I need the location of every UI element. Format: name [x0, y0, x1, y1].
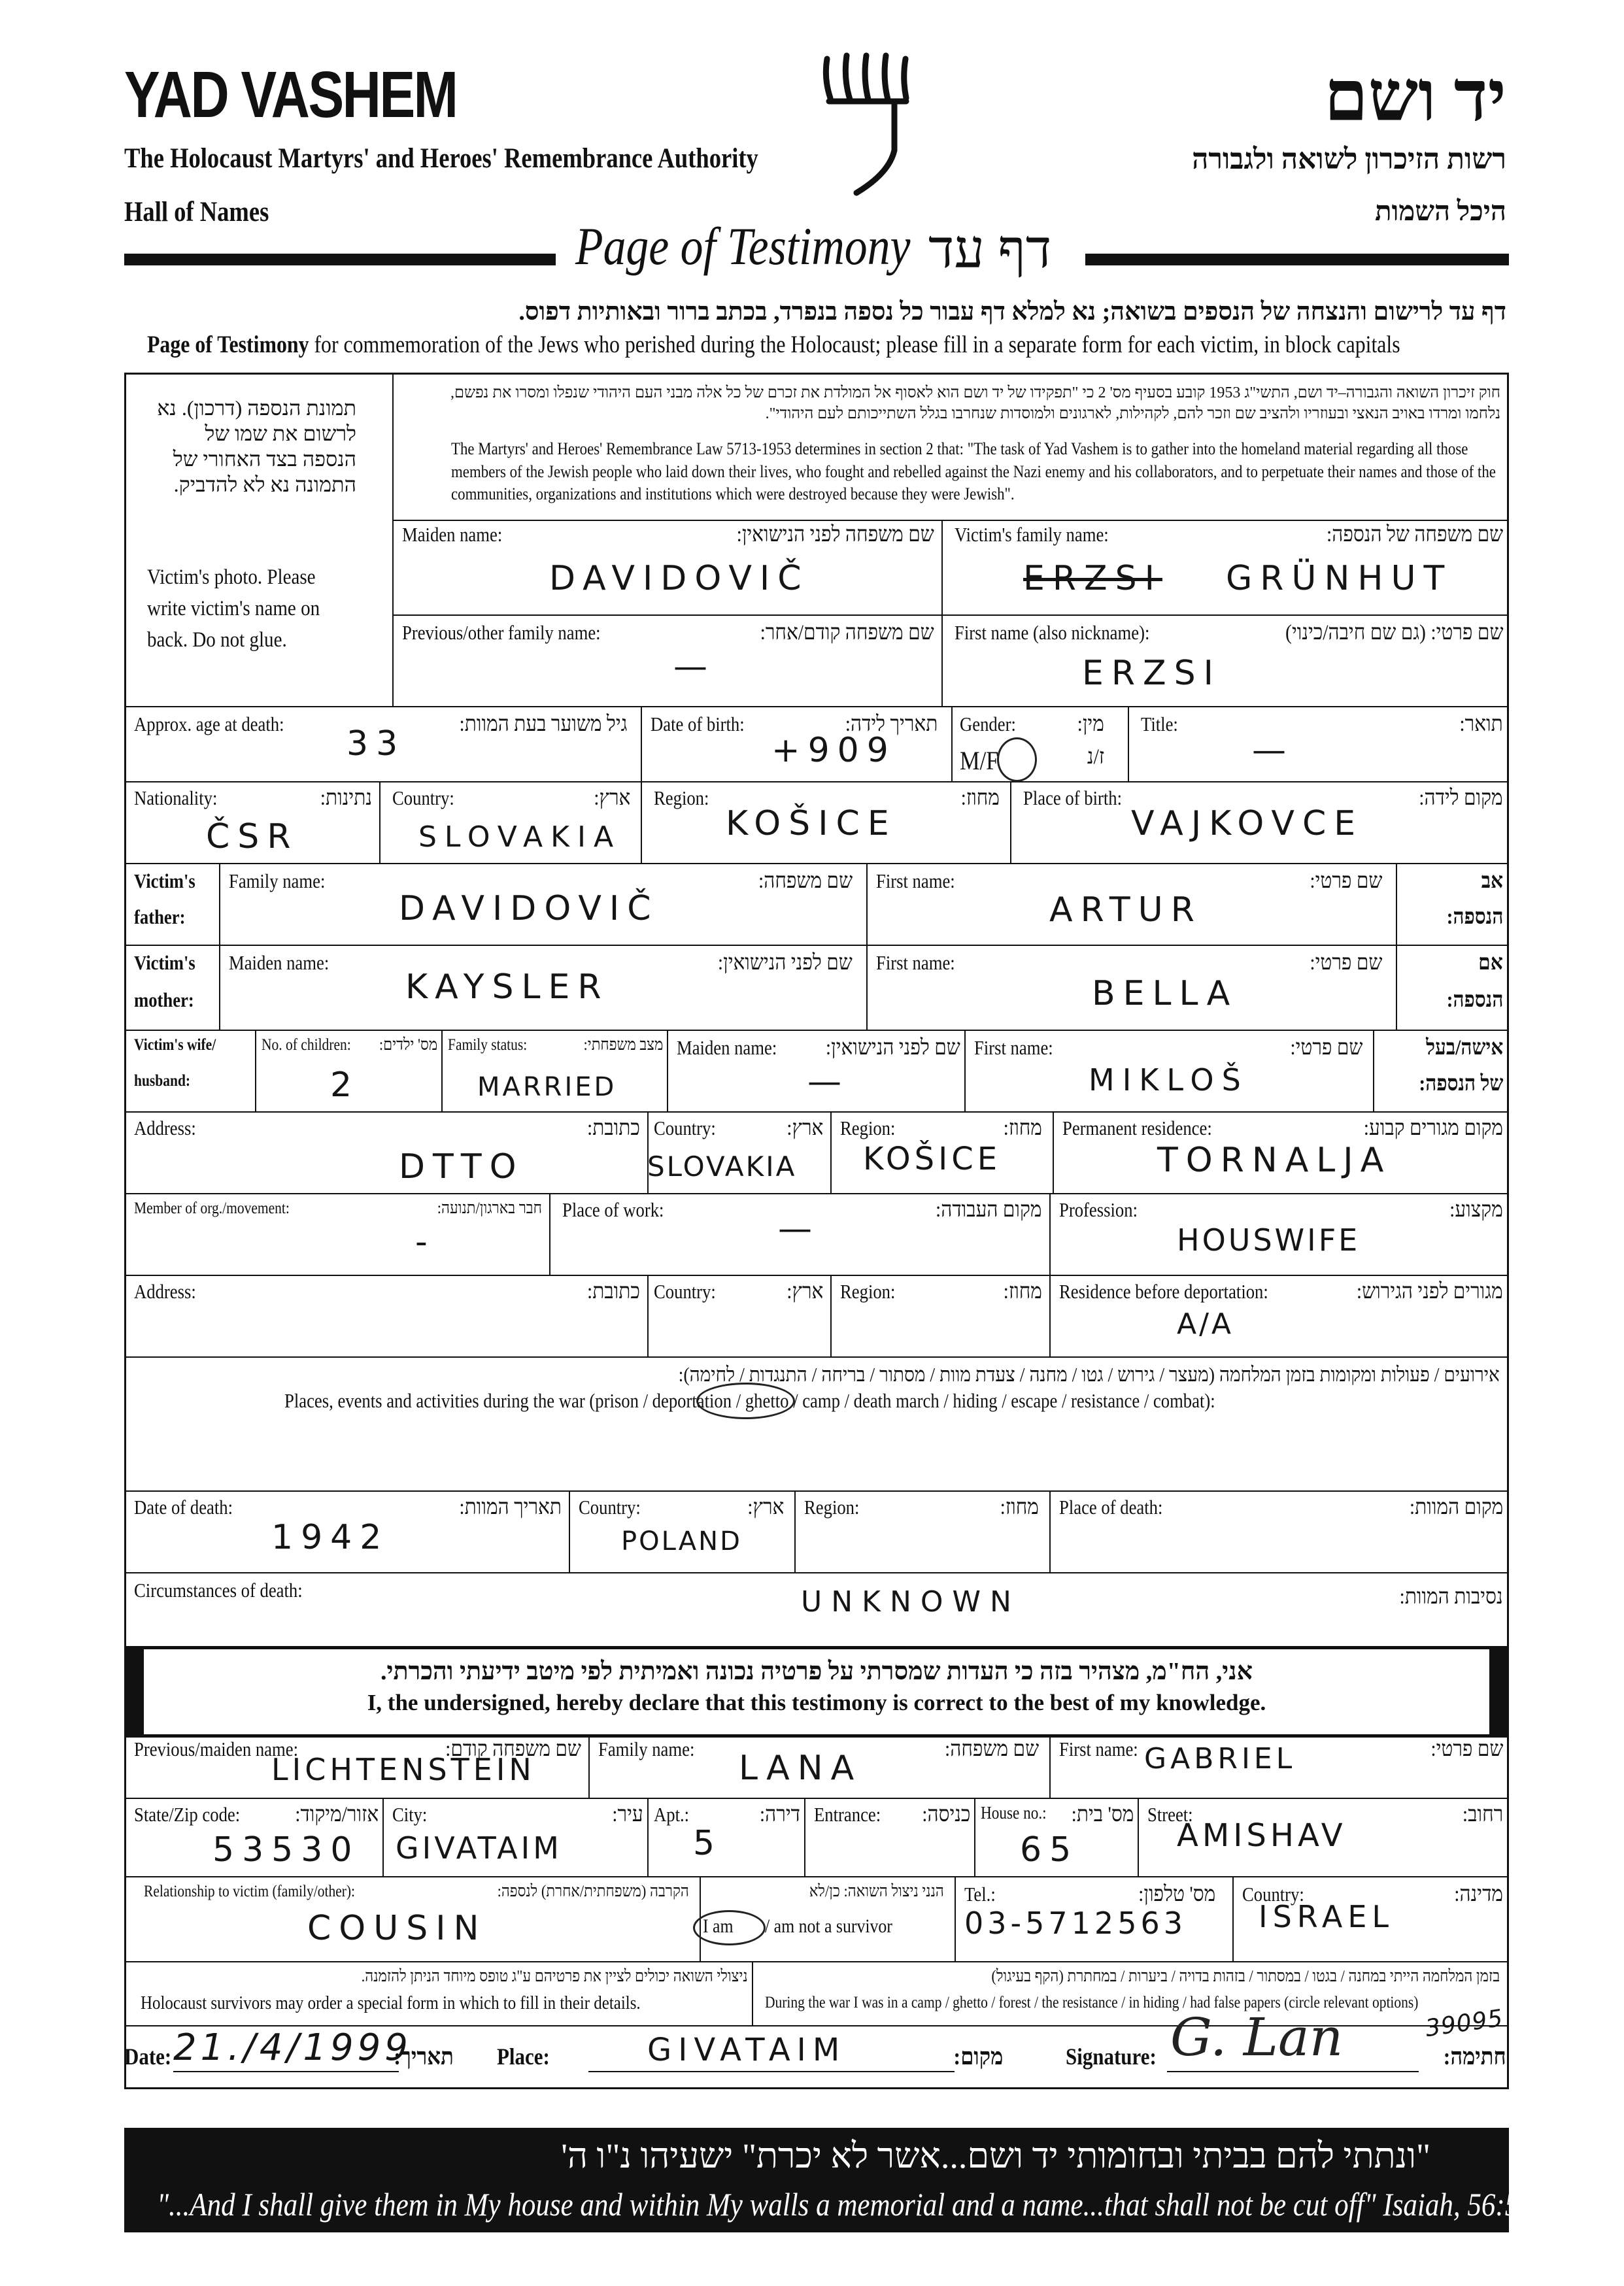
house-no-label-he: מס' בית:	[1071, 1803, 1134, 1826]
sub-family-label: Family name:	[598, 1738, 695, 1760]
date-death-label-he: תאריך המוות:	[459, 1496, 562, 1519]
relationship-label: Relationship to victim (family/other):	[144, 1883, 356, 1900]
profession-label: Profession:	[1059, 1198, 1138, 1221]
sub-first-value[interactable]: GABRIEL	[1144, 1742, 1296, 1775]
work-label: Place of work:	[562, 1198, 664, 1221]
place-value[interactable]: GIVATAIM	[647, 2032, 847, 2068]
place-line	[588, 2071, 955, 2072]
mother-first-label: First name:	[876, 951, 955, 974]
address-label: Address:	[134, 1117, 196, 1139]
gender-options-he: ז/נ	[1087, 745, 1104, 769]
declaration-he: אני, הח"מ, מצהיר בזה כי העדות שמסרתי על פרטיה נכונה ואמיתית לפי מיטב ידיעתי והכרתי.	[381, 1658, 1253, 1685]
nationality-label: Nationality:	[134, 786, 218, 809]
maiden-name-label: Maiden name:	[402, 523, 503, 546]
family-status-label: Family status:	[448, 1036, 528, 1054]
law-text-en: The Martyrs' and Heroes' Remembrance Law 5713-1953 determines in section 2 that: "The task of Yad Vashem is to gather into the homeland material regarding all those members of the Jewish people who laid down their lives, who fought and rebelled against the Nazi enemy and his collaborators, and to perpetuate their names and those of the communities, organizations and institutions which were destroyed because they were Jewish".	[451, 439, 1496, 504]
work-value[interactable]: —	[778, 1209, 820, 1249]
sub-prev-value[interactable]: LICHTENSTEIN	[271, 1752, 535, 1787]
member-label-he: חבר בארגון/תנועה:	[437, 1200, 542, 1217]
sub-family-value[interactable]: LANA	[739, 1749, 862, 1788]
stamp-number: 39095	[1423, 2004, 1505, 2043]
father-victims-label: Victim's	[134, 869, 195, 892]
death-country-value[interactable]: POLAND	[621, 1526, 742, 1556]
perm-res-label-he: מקום מגורים קבוע:	[1363, 1117, 1503, 1140]
photo-instructions-he: תמונת הנספה (דרכון). נא לרשום את שמו של הנספה בצד האחורי של התמונה נא לא להדביק.	[157, 396, 356, 497]
prev-name-label-he: שם משפחה קודם/אחר:	[760, 621, 934, 645]
form-title: Page of Testimony	[575, 216, 911, 276]
apt-value[interactable]: 5	[693, 1824, 723, 1863]
mother-first-label-he: שם פרטי:	[1309, 951, 1382, 975]
house-no-value[interactable]: 65	[1020, 1830, 1079, 1870]
survivors-note-en: Holocaust survivors may order a special form in which to fill in their details.	[141, 1992, 641, 2013]
sub-prev-label-he: שם משפחה קודם:	[445, 1738, 581, 1761]
family-name-value[interactable]: GRÜNHUT	[1226, 559, 1453, 598]
father-family-label: Family name:	[229, 869, 326, 892]
age-label-he: גיל משוער בעת המוות:	[459, 713, 627, 736]
first-name-label: First name (also nickname):	[955, 621, 1150, 644]
age-value[interactable]: 33	[347, 724, 406, 764]
relationship-value[interactable]: COUSIN	[307, 1909, 487, 1948]
death-region-label-he: מחוז:	[1000, 1496, 1039, 1519]
maiden-name-value[interactable]: DAVIDOVIČ	[549, 559, 809, 598]
address2-region-label: Region:	[840, 1280, 896, 1303]
spouse-first-label-he: שם פרטי:	[1289, 1036, 1362, 1060]
title-value[interactable]: —	[1252, 731, 1294, 770]
city-label: City:	[392, 1803, 428, 1826]
address2-region-label-he: מחוז:	[1003, 1280, 1042, 1303]
tel-label: Tel.:	[964, 1883, 996, 1906]
res-before-label: Residence before deportation:	[1059, 1280, 1268, 1303]
spouse-he-2: של הנספה:	[1418, 1072, 1503, 1096]
member-label: Member of org./movement:	[134, 1200, 290, 1217]
address2-label-he: כתובת:	[587, 1280, 640, 1303]
footer-quote-he: "ונתתי להם בביתי ובחומותי יד ושם...אשר לא יכרת" ישעיהו נ"ו ה'	[561, 2136, 1430, 2176]
region-value[interactable]: KOŠICE	[726, 804, 897, 843]
entrance-label-he: כניסה:	[921, 1803, 970, 1826]
address2-country-label: Country:	[654, 1280, 716, 1303]
spouse-maiden-label-he: שם לפני הנישואין:	[826, 1036, 960, 1060]
member-value[interactable]: -	[415, 1222, 435, 1262]
age-label: Approx. age at death:	[134, 713, 284, 735]
gender-female-circle	[997, 737, 1037, 782]
date-label-he: תאריך:	[394, 2043, 454, 2070]
apt-label-he: דירה:	[759, 1803, 800, 1826]
children-value[interactable]: 2	[330, 1066, 360, 1105]
mother-label: mother:	[134, 988, 194, 1011]
address2-label: Address:	[134, 1280, 196, 1303]
spouse-first-value[interactable]: MIKLOŠ	[1089, 1062, 1249, 1098]
house-no-label: House no.:	[981, 1803, 1047, 1823]
survivor-label-he: הנני ניצול השואה: כן/לא	[809, 1883, 944, 1900]
mother-maiden-label: Maiden name:	[229, 951, 330, 974]
father-first-label-he: שם פרטי:	[1309, 869, 1382, 893]
address2-country-label-he: ארץ:	[786, 1280, 823, 1303]
spouse-label: Victim's wife/	[134, 1036, 216, 1054]
intro-english: Page of Testimony for commemoration of the Jews who perished during the Holocaust; please fill in a separate form for each victim, in block capitals	[147, 331, 1400, 358]
street-value[interactable]: AMISHAV	[1177, 1817, 1347, 1854]
signature-label-he: חתימה:	[1443, 2043, 1506, 2070]
address-value[interactable]: DTTO	[399, 1147, 524, 1186]
law-text-he: חוק זיכרון השואה והגבורה–יד ושם, התשי"ג 1953 קובע בסעיף מס' 2 כי "תפקידו של יד ושם הוא לאסוף אל המולדת את זכרם של כל אלה מבני העם היהודי שנפלו ומסרו את נפשם, נלחמו ומרדו באויב הנאצי ובעוזריו ולהציב שם וזכר להם, לקהילות, לארגונים ולמוסדות שנחרבו בגלל השתייכותם לעם היהודי".	[450, 384, 1500, 423]
mother-maiden-value[interactable]: KAYSLER	[405, 967, 609, 1007]
signature-label: Signature:	[1066, 2043, 1157, 2070]
wartime-he: בזמן המלחמה הייתי במחנה / בגטו / במסתור / בזהות בדויה / ביערות / במחתרת (הקף בעיגול)	[991, 1968, 1500, 1985]
date-value[interactable]: 21./4/1999	[173, 2026, 412, 2069]
events-label: Places, events and activities during the war (prison / deportation / ghetto / camp / death march / hiding / escape / resistance / combat):	[284, 1389, 1215, 1412]
header-title: YAD VASHEM	[124, 58, 457, 131]
dob-label: Date of birth:	[651, 713, 745, 735]
address-country-value[interactable]: SLOVAKIA	[647, 1151, 797, 1183]
place-death-label-he: מקום המוות:	[1409, 1496, 1503, 1519]
profession-label-he: מקצוע:	[1449, 1198, 1503, 1222]
gender-label: Gender:	[960, 713, 1016, 735]
address-region-label-he: מחוז:	[1003, 1117, 1042, 1140]
title-label: Title:	[1141, 713, 1178, 735]
survivor-am-not[interactable]: / am not a survivor	[765, 1915, 892, 1937]
sub-first-label-he: שם פרטי:	[1430, 1738, 1503, 1761]
first-name-value[interactable]: ERZSI	[1082, 654, 1221, 693]
circumstances-label: Circumstances of death:	[134, 1579, 303, 1602]
address-label-he: כתובת:	[587, 1117, 640, 1140]
profession-value[interactable]: HOUSWIFE	[1177, 1222, 1361, 1258]
circumstances-value[interactable]: UNKNOWN	[801, 1585, 1021, 1619]
footer-quote-bar	[124, 2128, 1519, 2232]
mother-victims-label: Victim's	[134, 951, 195, 974]
death-country-label-he: ארץ:	[747, 1496, 784, 1519]
title-label-he: תואר:	[1459, 713, 1503, 736]
intro-hebrew: דף עד לרישום והנצחה של הנספים בשואה; נא למלא דף עבור כל נספה בנפרד, בכתב ברור ובאותיות דפוס.	[518, 298, 1506, 326]
address-country-label: Country:	[654, 1117, 716, 1139]
survivor-am-circle	[693, 1910, 766, 1945]
survivor-am[interactable]: I am	[703, 1915, 734, 1937]
signature-value[interactable]: G. Lan	[1170, 2007, 1344, 2068]
children-label: No. of children:	[262, 1036, 351, 1054]
survivors-note-he: ניצולי השואה יכולים לציין את פרטיהם ע"ג טופס מיוחד הניתן להזמנה.	[361, 1968, 748, 1985]
tel-label-he: מס' טלפון:	[1138, 1883, 1215, 1906]
sub-family-label-he: שם משפחה:	[944, 1738, 1039, 1761]
events-label-he: אירועים / פעולות ומקומות בזמן המלחמה (מעצר / גירוש / גטו / מחנה / צעדת מוות / מסתור / בריחה / התנגדות / לחימה):	[678, 1363, 1500, 1386]
prev-name-label: Previous/other family name:	[402, 621, 601, 644]
header-subtitle-he: רשות הזיכרון לשואה ולגבורה	[1192, 143, 1506, 175]
header-hall-he: היכל השמות	[1375, 197, 1506, 227]
father-he: אב	[1481, 869, 1503, 893]
sub-first-label: First name:	[1059, 1738, 1138, 1760]
country-label-he: ארץ:	[593, 786, 630, 810]
family-status-value[interactable]: MARRIED	[477, 1072, 617, 1102]
perm-res-value[interactable]: TORNALJA	[1157, 1141, 1392, 1180]
date-line	[173, 2071, 399, 2072]
street-label: Street:	[1147, 1803, 1193, 1826]
relationship-label-he: הקרבה (משפחתית/אחרת) לנספה:	[497, 1883, 689, 1900]
birth-place-value[interactable]: VAJKOVCE	[1131, 804, 1364, 843]
deportation-circle	[696, 1383, 795, 1419]
sub-country-label-he: מדינה:	[1454, 1883, 1503, 1906]
city-value[interactable]: GIVATAIM	[396, 1830, 562, 1866]
country-value[interactable]: SLOVAKIA	[418, 820, 622, 854]
date-death-label: Date of death:	[134, 1496, 233, 1519]
maiden-name-label-he: שם משפחה לפני הנישואין:	[736, 523, 934, 546]
prev-name-value[interactable]: —	[673, 647, 715, 686]
city-label-he: עיר:	[612, 1803, 643, 1826]
title-rule-right	[1085, 254, 1509, 265]
death-country-label: Country:	[579, 1496, 641, 1519]
family-name-label-he: שם משפחה של הנספה:	[1326, 523, 1503, 546]
signature-line	[1167, 2071, 1419, 2072]
form-title-he: דף עד	[928, 220, 1052, 279]
father-of-victim-he: הנספה:	[1446, 905, 1503, 929]
zip-label-he: אזור/מיקוד:	[295, 1803, 379, 1826]
declaration-en: I, the undersigned, hereby declare that this testimony is correct to the best of my knowledge.	[367, 1690, 1266, 1715]
res-before-label-he: מגורים לפני הגירוש:	[1357, 1280, 1503, 1303]
footer-quote-en: "...And I shall give them in My house and within My walls a memorial and a name...that shall not be cut off" Isaiah, 56:5	[157, 2186, 1519, 2223]
region-label-he: מחוז:	[960, 786, 1000, 810]
street-label-he: רחוב:	[1462, 1803, 1503, 1826]
spouse-maiden-label: Maiden name:	[677, 1036, 777, 1059]
birth-place-label-he: מקום לידה:	[1419, 786, 1503, 810]
date-death-value[interactable]: 1942	[271, 1518, 390, 1557]
yad-vashem-logo-icon	[817, 52, 915, 209]
mother-maiden-label-he: שם לפני הנישואין:	[718, 951, 853, 975]
wartime-en: During the war I was in a camp / ghetto / forest / the resistance / in hiding / had false papers (circle relevant options)	[765, 1994, 1419, 2011]
birth-place-label: Place of birth:	[1023, 786, 1123, 809]
address-country-label-he: ארץ:	[786, 1117, 823, 1140]
address-region-value[interactable]: KOŠICE	[863, 1141, 1002, 1177]
mother-of-victim-he: הנספה:	[1446, 988, 1503, 1012]
father-family-label-he: שם משפחה:	[758, 869, 853, 893]
header-subtitle: The Holocaust Martyrs' and Heroes' Remembrance Authority	[124, 143, 758, 174]
header-title-he: יד ושם	[1324, 58, 1506, 136]
photo-instructions-en: Victim's photo. Please write victim's name on back. Do not glue.	[147, 565, 320, 652]
zip-value[interactable]: 53530	[212, 1830, 360, 1870]
death-region-label: Region:	[804, 1496, 860, 1519]
spouse-label-2: husband:	[134, 1072, 191, 1090]
spouse-he: אישה/בעל	[1425, 1036, 1503, 1060]
father-first-label: First name:	[876, 869, 955, 892]
entrance-label: Entrance:	[814, 1803, 881, 1826]
dob-label-he: תאריך לידה:	[845, 713, 938, 736]
country-label: Country:	[392, 786, 454, 809]
father-first-value[interactable]: ARTUR	[1049, 890, 1202, 930]
sub-country-value[interactable]: ISRAEL	[1259, 1899, 1395, 1934]
spouse-maiden-value[interactable]: —	[807, 1062, 849, 1101]
perm-res-label: Permanent residence:	[1062, 1117, 1212, 1139]
region-label: Region:	[654, 786, 709, 809]
circumstances-label-he: נסיבות המוות:	[1399, 1585, 1503, 1609]
tel-value[interactable]: 03-5712563	[964, 1906, 1187, 1941]
apt-label: Apt.:	[654, 1803, 690, 1826]
zip-label: State/Zip code:	[134, 1803, 241, 1826]
date-label: Date:	[124, 2043, 172, 2070]
title-rule-left	[124, 254, 556, 265]
family-name-label: Victim's family name:	[955, 523, 1109, 546]
declaration-box	[124, 1646, 1509, 1738]
work-label-he: מקום העבודה:	[936, 1198, 1042, 1222]
children-label-he: מס' ילדים:	[379, 1036, 437, 1054]
place-death-label: Place of death:	[1059, 1496, 1163, 1519]
nationality-value[interactable]: ČSR	[206, 817, 299, 856]
mother-he: אם	[1478, 951, 1503, 975]
nationality-label-he: נתינות:	[320, 786, 372, 810]
mother-first-value[interactable]: BELLA	[1092, 974, 1238, 1013]
sub-prev-label: Previous/maiden name:	[134, 1738, 298, 1760]
res-before-value[interactable]: A/A	[1177, 1307, 1234, 1341]
spouse-first-label: First name:	[974, 1036, 1053, 1059]
header-hall: Hall of Names	[124, 197, 269, 227]
address-region-label: Region:	[840, 1117, 896, 1139]
gender-label-he: מין:	[1077, 713, 1104, 736]
father-family-value[interactable]: DAVIDOVIČ	[399, 889, 659, 928]
dob-value[interactable]: +909	[771, 731, 896, 770]
first-name-label-he: שם פרטי: (גם שם חיבה/כינוי)	[1285, 621, 1503, 645]
gender-options[interactable]: M/F	[960, 746, 999, 775]
place-label: Place:	[497, 2043, 550, 2070]
sub-country-label: Country:	[1242, 1883, 1304, 1906]
father-label: father:	[134, 905, 186, 928]
family-status-label-he: מצב משפחתי:	[583, 1036, 663, 1054]
place-label-he: מקום:	[953, 2043, 1003, 2070]
family-name-struck: ERZSI	[1023, 559, 1162, 598]
